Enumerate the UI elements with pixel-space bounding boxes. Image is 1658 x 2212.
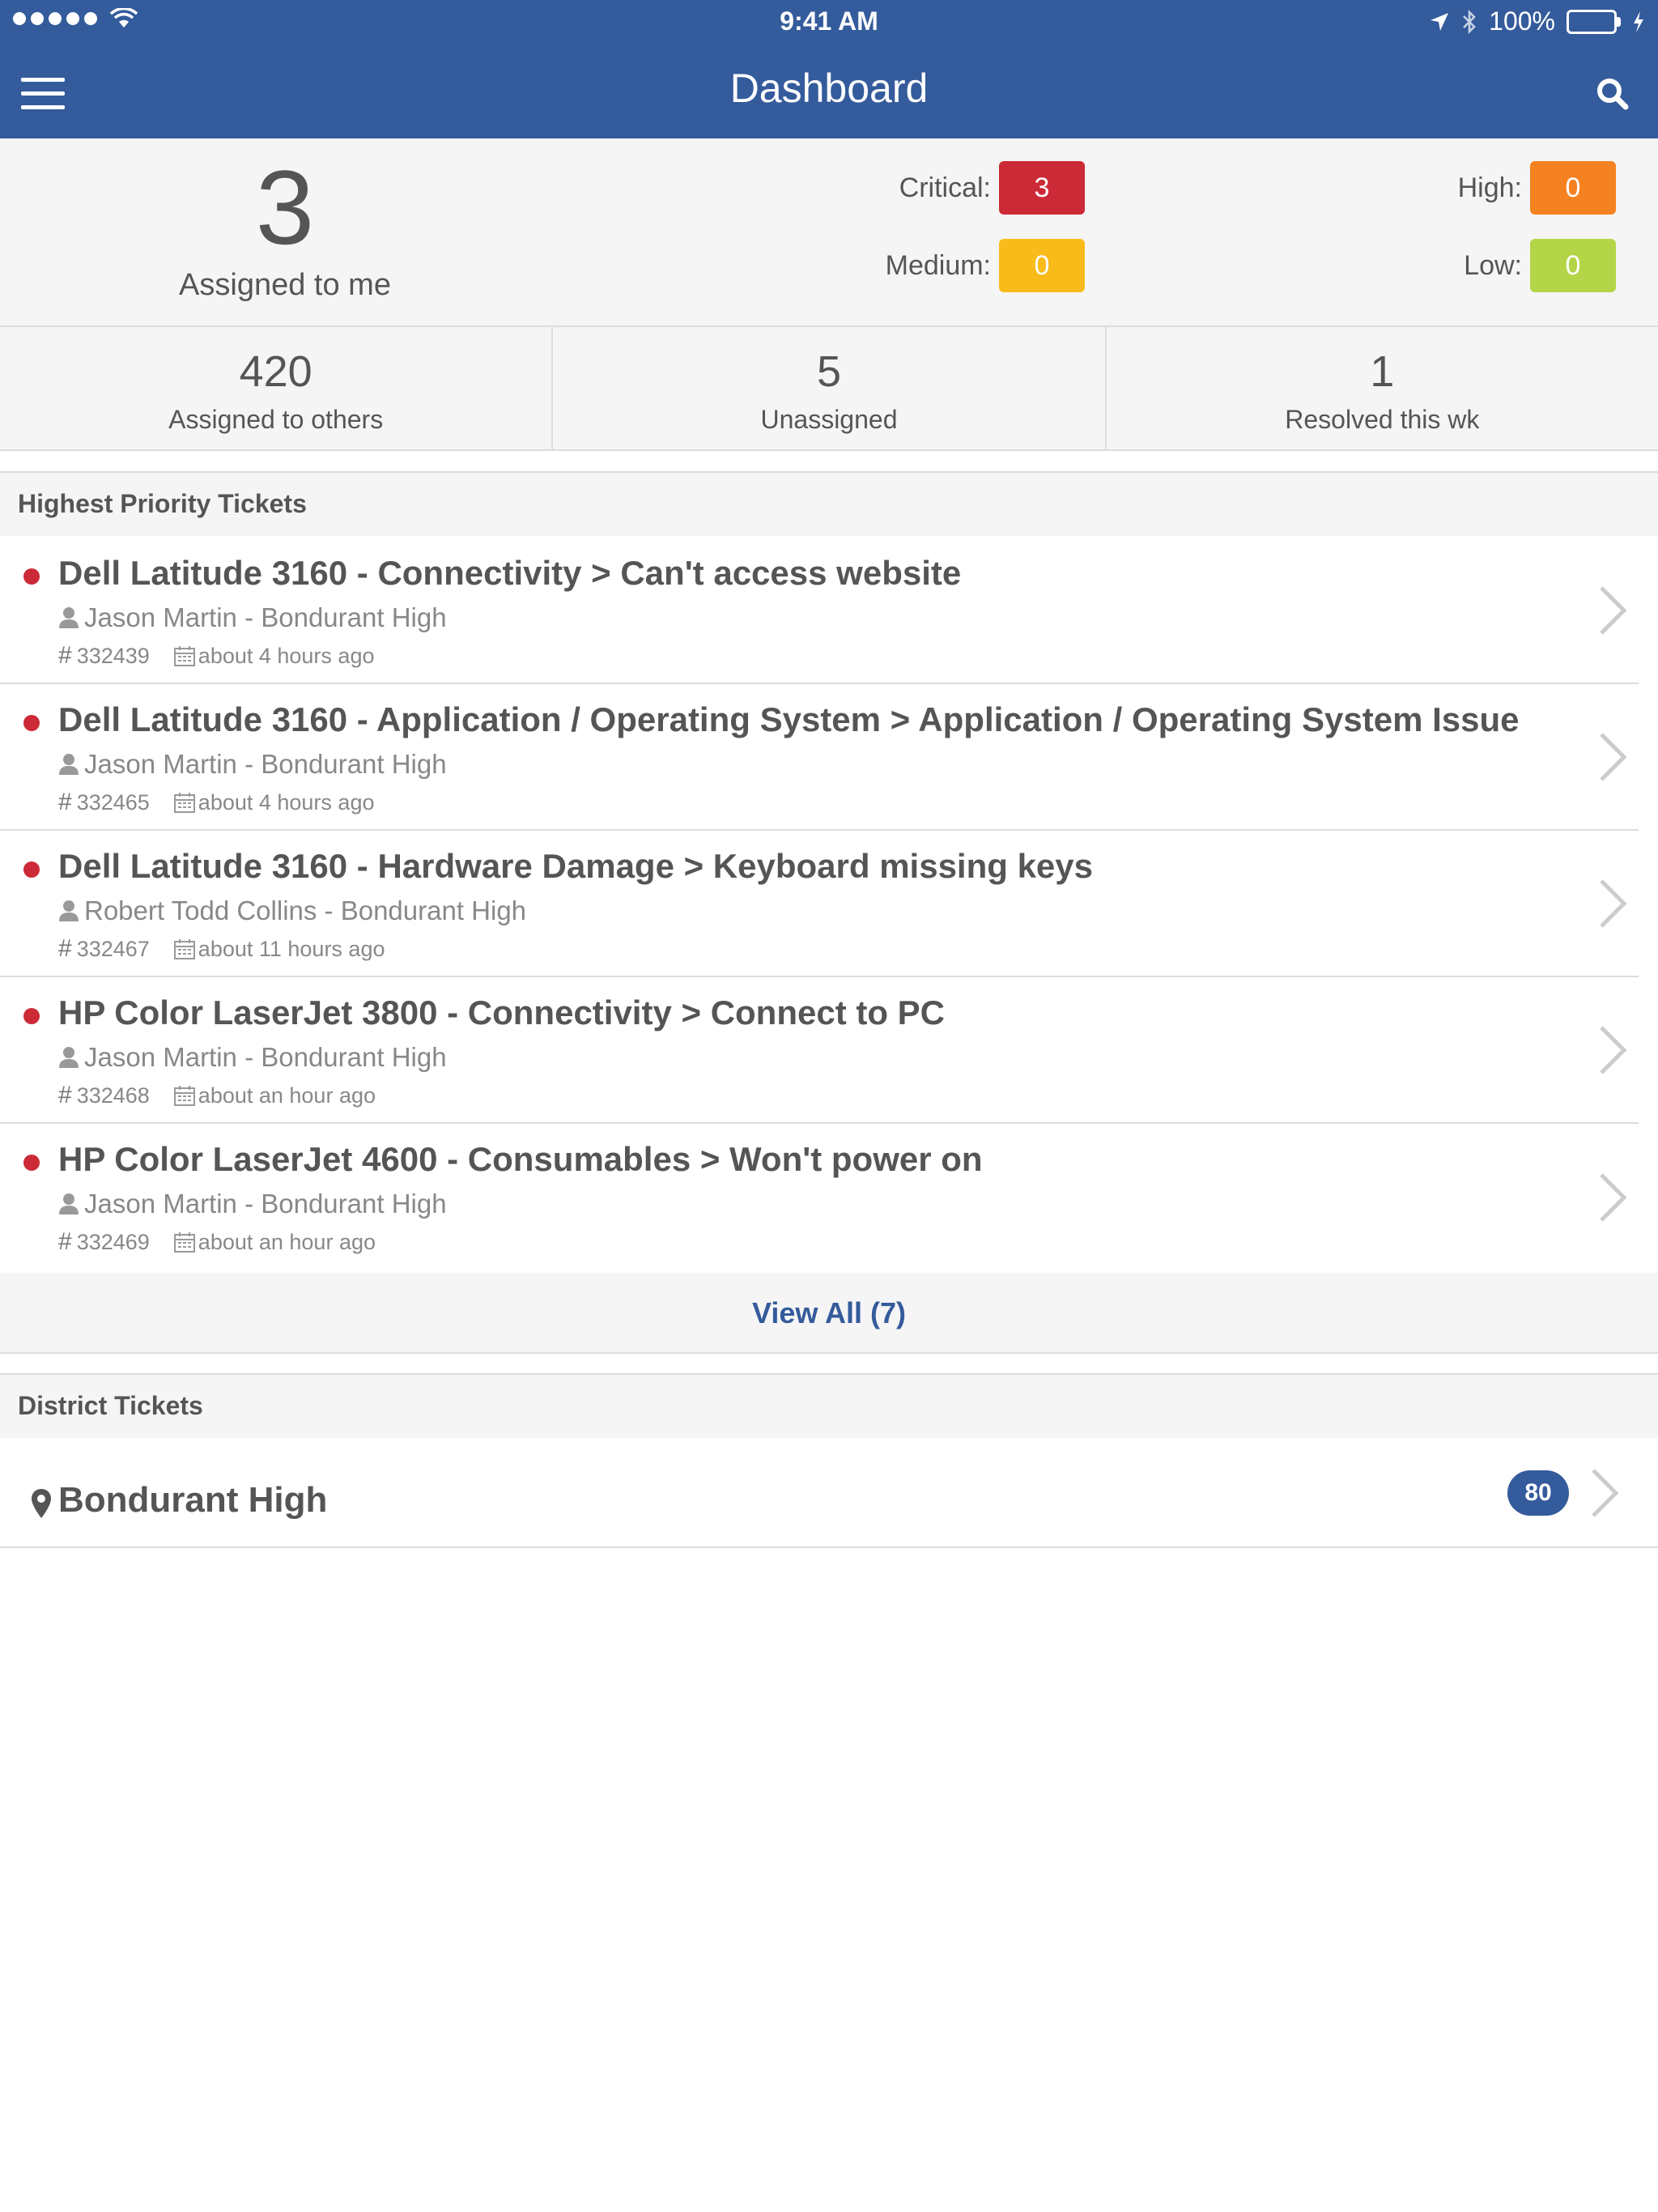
chevron-right-icon [1596, 1172, 1629, 1223]
priority-dot [23, 715, 40, 731]
ticket-row[interactable] [0, 684, 1639, 831]
calendar-icon [174, 792, 195, 813]
ticket-date [174, 1083, 376, 1108]
ticket-title: HP Color LaserJet 3800 - Connectivity > Connect to PC [58, 993, 946, 1032]
stat-label: Unassigned [760, 405, 898, 434]
priority-dot [23, 861, 40, 878]
district-name: Bondurant High [58, 1480, 328, 1520]
stat-count: 420 [239, 347, 312, 396]
ticket-meta [58, 1082, 376, 1109]
stat-assigned-to-others[interactable] [0, 327, 553, 449]
calendar-icon [174, 938, 195, 959]
ticket-person [58, 749, 447, 780]
ticket-person [58, 895, 526, 926]
charging-bolt-icon [1632, 11, 1645, 33]
ticket-person [58, 1189, 447, 1219]
priority-count-badge: 3 [999, 161, 1085, 215]
bluetooth-icon [1461, 9, 1477, 35]
ticket-person-text: Jason Martin - Bondurant High [84, 749, 447, 779]
ticket-person-text: Jason Martin - Bondurant High [84, 1189, 447, 1219]
ticket-number: 332467 [76, 936, 150, 961]
ticket-time: about 4 hours ago [198, 789, 375, 815]
ticket-title: HP Color LaserJet 4600 - Consumables > Won't power on [58, 1140, 983, 1178]
priority-count-badge: 0 [999, 239, 1085, 292]
battery-icon [1567, 10, 1621, 34]
hash-icon: # [58, 789, 72, 815]
ticket-person-text: Robert Todd Collins - Bondurant High [84, 895, 527, 925]
ticket-title: Dell Latitude 3160 - Connectivity > Can't access website [58, 554, 962, 592]
priority-label: Low: [1464, 249, 1522, 281]
stat-label: Assigned to others [168, 405, 384, 434]
view-all-button[interactable]: View All (7) [0, 1273, 1658, 1354]
ticket-row[interactable] [0, 831, 1639, 977]
chevron-right-icon [1596, 878, 1629, 929]
priority-dot [23, 1155, 40, 1171]
ticket-person [58, 602, 447, 633]
priority-label: Medium: [885, 249, 991, 281]
calendar-icon [174, 645, 195, 666]
ticket-row[interactable] [0, 977, 1639, 1124]
chevron-right-icon [1596, 731, 1629, 783]
priority-critical[interactable] [874, 161, 1085, 215]
status-right [1429, 6, 1645, 36]
ticket-time: about 11 hours ago [198, 936, 385, 961]
chevron-right-icon [1596, 585, 1629, 636]
chevron-right-icon [1588, 1467, 1621, 1519]
priority-label: High: [1457, 172, 1522, 203]
ticket-meta [58, 935, 385, 963]
status-time: 9:41 AM [780, 6, 878, 36]
user-icon [58, 1193, 79, 1215]
priority-low[interactable] [1409, 239, 1616, 292]
section-header-district: District Tickets [0, 1373, 1658, 1438]
district-item[interactable] [0, 1440, 1658, 1548]
section-header-priority: Highest Priority Tickets [0, 471, 1658, 536]
ticket-meta [58, 789, 374, 816]
user-icon [58, 900, 79, 922]
ticket-date [174, 937, 385, 962]
ticket-meta [58, 642, 374, 670]
ticket-person [58, 1042, 447, 1073]
stat-count: 5 [816, 347, 842, 396]
top-bar [0, 0, 1658, 138]
assigned-to-me-count: 3 [255, 148, 315, 266]
hash-icon: # [58, 935, 72, 962]
priority-medium[interactable] [858, 239, 1085, 292]
ticket-number: 332469 [76, 1229, 150, 1254]
ticket-date [174, 1230, 376, 1255]
ticket-number: 332465 [76, 789, 150, 815]
stat-count: 1 [1370, 347, 1395, 396]
ticket-time: about 4 hours ago [198, 643, 375, 668]
ticket-person-text: Jason Martin - Bondurant High [84, 602, 447, 632]
status-bar [0, 0, 1658, 45]
priority-dot [23, 1008, 40, 1024]
stat-unassigned[interactable] [553, 327, 1106, 449]
priority-high[interactable] [1409, 161, 1616, 215]
assigned-to-me-label: Assigned to me [179, 268, 391, 302]
ticket-date [174, 790, 375, 815]
priority-dot [23, 568, 40, 585]
priority-label: Critical: [899, 172, 991, 203]
priority-count-badge: 0 [1530, 239, 1616, 292]
battery-percent: 100% [1489, 6, 1555, 36]
hash-icon: # [58, 1228, 72, 1255]
ticket-person-text: Jason Martin - Bondurant High [84, 1042, 447, 1072]
ticket-list [0, 538, 1658, 1270]
calendar-icon [174, 1231, 195, 1253]
ticket-number: 332468 [76, 1083, 150, 1108]
hash-icon: # [58, 1082, 72, 1108]
ticket-meta [58, 1228, 376, 1256]
chevron-right-icon [1596, 1024, 1629, 1076]
ticket-time: about an hour ago [198, 1229, 376, 1254]
ticket-time: about an hour ago [198, 1083, 376, 1108]
ticket-title: Dell Latitude 3160 - Application / Operating System > Application / Operating System Issue [58, 700, 1520, 738]
stat-resolved-this-week[interactable] [1107, 327, 1658, 449]
location-arrow-icon [1429, 11, 1450, 32]
search-icon[interactable] [1593, 74, 1634, 115]
page-title: Dashboard [729, 66, 929, 111]
stats-row [0, 327, 1658, 451]
user-icon [58, 1046, 79, 1069]
assigned-to-me[interactable] [0, 147, 570, 303]
user-icon [58, 753, 79, 776]
stat-label: Resolved this wk [1285, 405, 1480, 434]
user-icon [58, 606, 79, 629]
priority-count-badge: 0 [1530, 161, 1616, 215]
ticket-title: Dell Latitude 3160 - Hardware Damage > Keyboard missing keys [58, 847, 1094, 885]
ticket-date [174, 644, 375, 669]
ticket-row[interactable] [0, 538, 1639, 684]
calendar-icon [174, 1085, 195, 1106]
ticket-number: 332439 [76, 643, 150, 668]
ticket-row[interactable] [0, 1124, 1639, 1270]
district-count-badge: 80 [1507, 1470, 1569, 1516]
map-pin-icon [31, 1488, 52, 1519]
summary-panel [0, 138, 1658, 327]
hash-icon: # [58, 642, 72, 669]
